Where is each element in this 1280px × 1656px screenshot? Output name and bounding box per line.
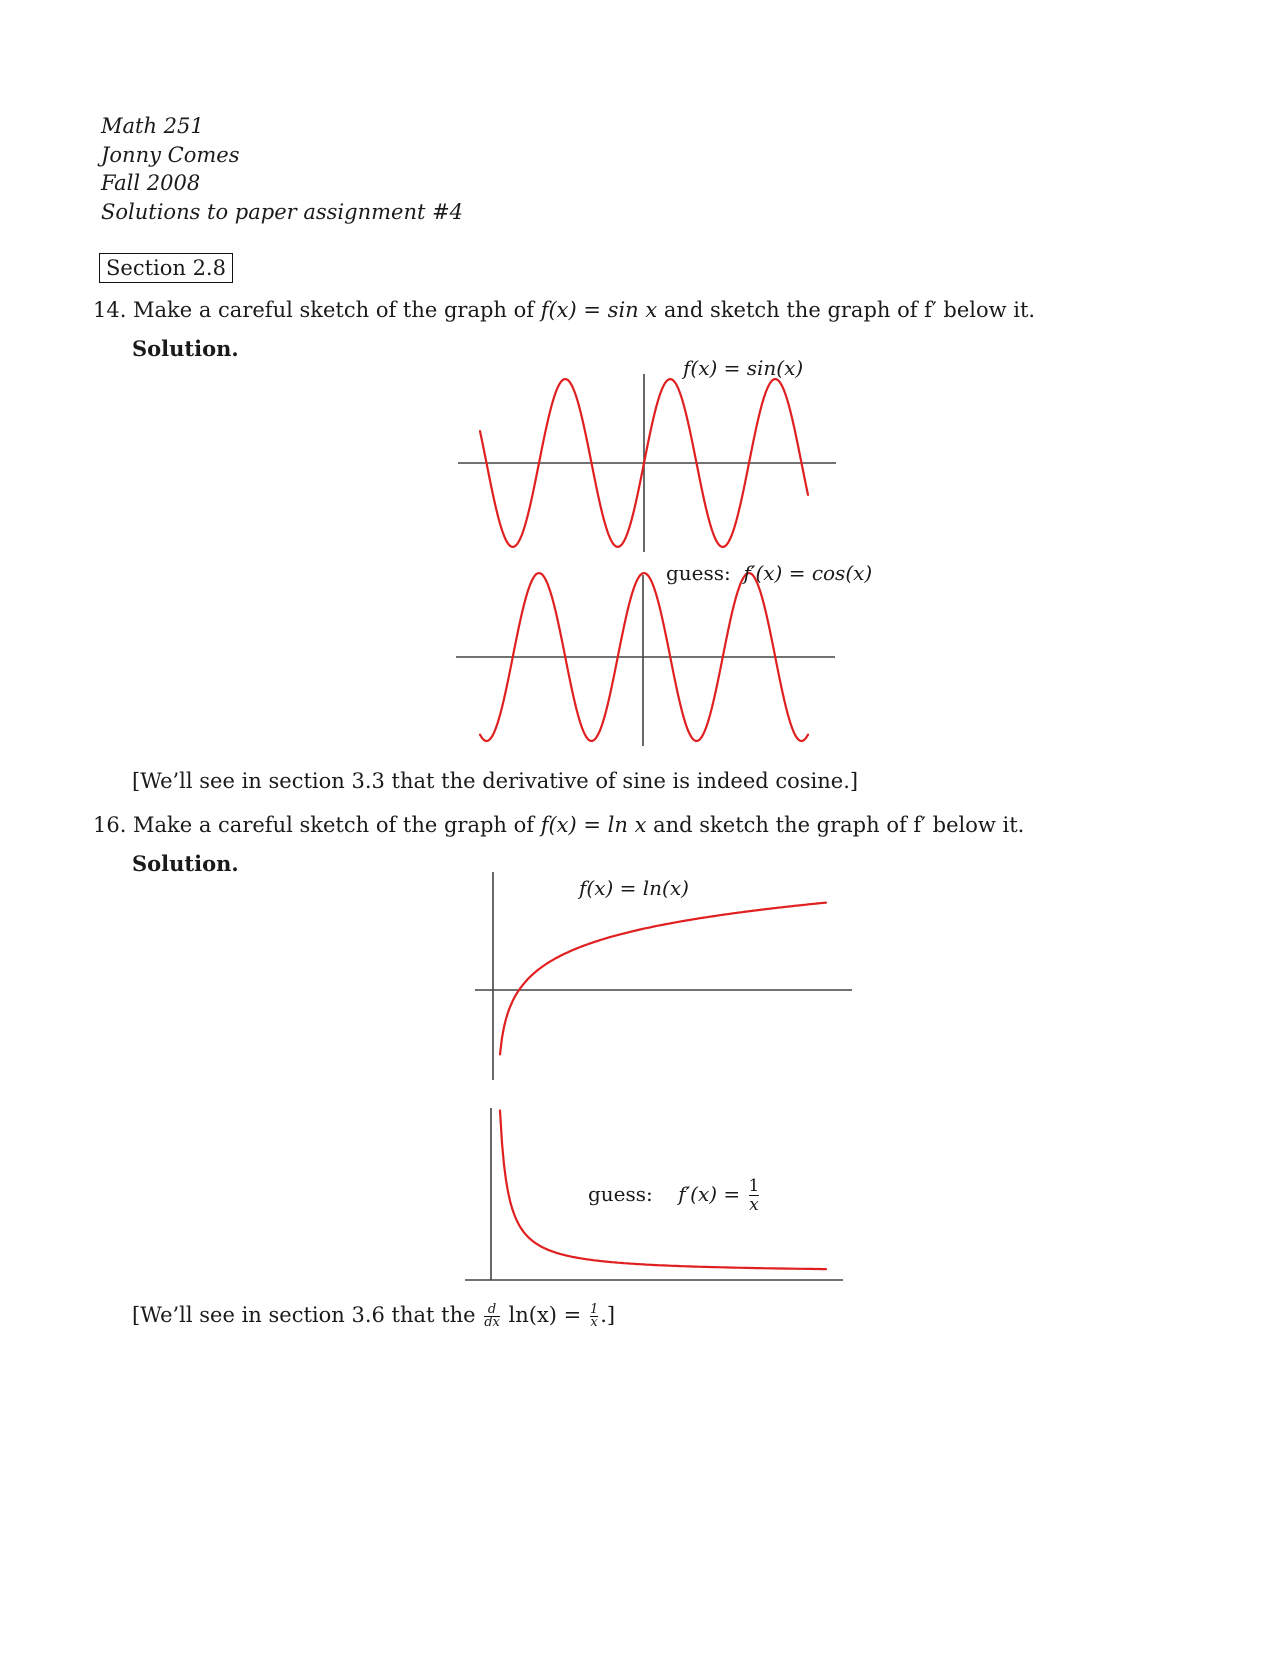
document-title: Solutions to paper assignment #4 xyxy=(101,199,464,224)
problem-text-after: and sketch the graph of f′ below it. xyxy=(657,298,1036,322)
guess-text: guess: xyxy=(588,1182,653,1206)
one-over-x-fraction: $\frac{1}{x}$ xyxy=(589,1302,599,1330)
sin-plot-label: f(x) = sin(x) xyxy=(683,356,804,380)
solution-heading: Solution. xyxy=(132,851,239,876)
note-ln: [We’ll see in section 3.6 that the $\frac{d}{dx}$ ln(x) = $\frac{1}{x}$ .] xyxy=(132,1302,616,1330)
ln-curve xyxy=(500,903,826,1055)
problem-number: 16. xyxy=(93,813,127,837)
reciprocal-plot-label: guess: f′(x) = $\frac{1}{x}$ xyxy=(588,1176,760,1215)
note-sine: [We’ll see in section 3.3 that the derivative of sine is indeed cosine.] xyxy=(132,769,859,793)
guess-text: guess: xyxy=(666,561,731,585)
problem-number: 14. xyxy=(93,298,127,322)
course-name: Math 251 xyxy=(101,114,204,138)
author-name: Jonny Comes xyxy=(101,142,240,167)
problem-text-after: and sketch the graph of f′ below it. xyxy=(646,813,1025,837)
problem-function: f(x) = sin x xyxy=(540,298,658,322)
problem-text-before: Make a careful sketch of the graph of xyxy=(133,813,541,837)
cos-plot-label: guess: f′(x) = cos(x) xyxy=(666,561,873,585)
section-heading: Section 2.8 xyxy=(99,253,233,283)
term: Fall 2008 xyxy=(101,171,201,195)
one-over-x: $\frac{1}{x}$ xyxy=(748,1176,760,1215)
solution-heading: Solution. xyxy=(132,336,239,361)
problem-text-before: Make a careful sketch of the graph of xyxy=(133,298,541,322)
axes xyxy=(456,374,852,1280)
problem-function: f(x) = ln x xyxy=(540,813,647,837)
d-dx-fraction: $\frac{d}{dx}$ xyxy=(484,1302,500,1330)
ln-plot-label: f(x) = ln(x) xyxy=(579,876,689,900)
